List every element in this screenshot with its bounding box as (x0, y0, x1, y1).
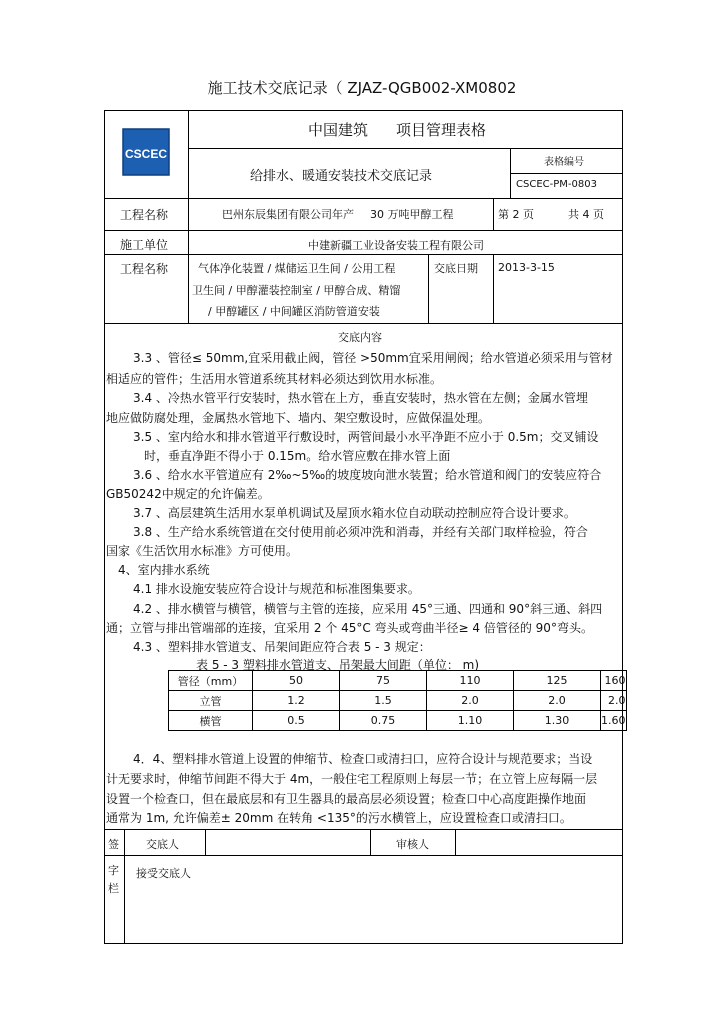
content-line: 通；立管与排出管端部的连接，宜采用 2 个 45°C 弯头或弯曲半径≥ 4 倍管径的 90°弯头。 (106, 621, 593, 635)
divider (188, 198, 189, 323)
form-no: CSCEC-PM-0803 (516, 179, 597, 190)
form-type: 项目管理表格 (396, 121, 487, 139)
page-total: 共 4 页 (568, 208, 604, 221)
content-line: 通常为 1m, 允许偏差± 20mm 在转角 <135°的污水横管上，应设置检查口或清扫口。 (106, 811, 572, 825)
content-line: 相适应的管件；生活用水管道系统其材料必须达到饮用水标准。 (106, 372, 443, 386)
content-line: 国家《生活饮用水标准》方可使用。 (106, 544, 299, 558)
project-value-2: 30 万吨甲醇工程 (370, 208, 454, 221)
table-cell: 1.30 (514, 711, 601, 731)
table-cell: 125 (514, 671, 601, 691)
receiver-label: 接受交底人 (136, 867, 191, 880)
divider (188, 110, 189, 198)
content-line: 计无要求时，伸缩节间距不得大于 4m，一般住宅工程原则上每层一节；在立管上应每隔一层 (106, 772, 598, 786)
cscec-logo (122, 128, 170, 176)
content-line: 4、室内排水系统 (118, 563, 210, 577)
content-line: 4.2 、排水横管与横管，横管与主管的连接，应采用 45°三通、四通和 90°斜三通、斜四 (133, 602, 603, 616)
divider (428, 254, 429, 323)
unit-label: 施工单位 (120, 238, 169, 252)
table-cell: 110 (427, 671, 514, 691)
table-cell: 1.5 (340, 691, 427, 711)
logo-text: CSCEC (124, 147, 168, 161)
reviewer-label: 审核人 (396, 838, 429, 851)
handover-label: 交底人 (146, 838, 179, 851)
content-line: 3.8 、生产给水系统管道在交付使用前必须冲洗和消毒，并经有关部门取样检验，符合 (133, 525, 588, 539)
date-label: 交底日期 (434, 262, 478, 275)
divider (188, 148, 623, 149)
scope-line: 卫生间 / 甲醇灌装控制室 / 甲醇合成、精馏 (192, 284, 401, 297)
content-line: 3.3 、管径≤ 50mm,宜采用截止阀，管径 >50mm宜采用闸阀；给水管道必须采用与管材 (133, 351, 613, 365)
table-row (169, 691, 627, 711)
content-line: 4．4、塑料排水管道上设置的伸缩节、检查口或清扫口，应符合设计与规范要求；当设 (133, 752, 593, 766)
divider (493, 198, 494, 230)
table-cell: 0.5 (253, 711, 340, 731)
divider (493, 254, 494, 323)
table-cell: 50 (253, 671, 340, 691)
table-cell: 75 (340, 671, 427, 691)
content-line: 4.1 排水设施安装应符合设计与规范和标准图集要求。 (133, 582, 420, 596)
sign-side-label: 签 (108, 838, 119, 851)
table-cell: 160 (601, 671, 627, 691)
divider (205, 829, 206, 855)
table-row (169, 671, 627, 691)
table-cell: 2.0 (427, 691, 514, 711)
divider (370, 829, 371, 855)
divider (510, 148, 511, 198)
table-cell: 2.0 (601, 691, 627, 711)
content-line: 4.3 、塑料排水管道支、吊架间距应符合表 5 - 3 规定： (133, 640, 431, 654)
project-label: 工程名称 (120, 208, 169, 222)
table-cell: 立管 (169, 691, 253, 711)
sign-side-label: 字 (108, 864, 119, 877)
divider (104, 230, 623, 231)
pipe-support-spacing-table (168, 670, 627, 731)
divider (104, 323, 623, 324)
table-cell: 管径（mm） (169, 671, 253, 691)
table-cell: 1.10 (427, 711, 514, 731)
sign-side-label: 栏 (108, 882, 119, 895)
unit-value: 中建新疆工业设备安装工程有限公司 (308, 239, 484, 252)
divider (104, 198, 623, 199)
date-value: 2013-3-15 (498, 261, 555, 274)
divider (455, 829, 456, 855)
form-name: 给排水、暖通安装技术交底记录 (250, 169, 433, 184)
divider (510, 173, 623, 174)
divider (124, 829, 125, 944)
scope-line: / 甲醇罐区 / 中间罐区消防管道安装 (208, 305, 380, 318)
content-line: 设置一个检查口，但在最底层和有卫生器具的最高层必须设置；检查口中心高度距操作地面 (106, 792, 587, 806)
table-cell: 1.60 (601, 711, 627, 731)
divider (104, 855, 623, 856)
company-name: 中国建筑 (308, 121, 369, 139)
content-line: GB50242中规定的允许偏差。 (106, 487, 270, 501)
content-line: 时，垂直净距不得小于 0.15m。给水管应敷在排水管上面 (144, 449, 451, 463)
content-heading: 交底内容 (338, 331, 382, 344)
content-line: 3.4 、冷热水管平行安装时，热水管在上方，垂直安装时，热水管在左侧；金属水管埋 (133, 391, 588, 405)
table-caption: 表 5 - 3 塑料排水管道支、吊架最大间距（单位： m) (196, 658, 480, 672)
project-value: 巴州东辰集团有限公司年产 (222, 208, 354, 221)
table-cell: 1.2 (253, 691, 340, 711)
content-line: 3.7 、高层建筑生活用水泵单机调试及屋顶水箱水位自动联动控制应符合设计要求。 (133, 506, 576, 520)
scope-line: 气体净化装置 / 煤储运卫生间 / 公用工程 (198, 262, 396, 275)
content-line: 3.6 、给水水平管道应有 2‰~5‰的坡度坡向泄水装置；给水管道和阀门的安装应符合 (133, 468, 602, 482)
table-row (169, 711, 627, 731)
content-line: 地应做防腐处理，金属热水管地下、墙内、架空敷设时，应做保温处理。 (106, 411, 491, 425)
page-number: 第 2 页 (498, 208, 534, 221)
content-line: 3.5 、室内给水和排水管道平行敷设时，两管间最小水平净距不应小于 0.5m；交叉铺设 (133, 430, 599, 444)
divider (104, 254, 623, 255)
form-no-label: 表格编号 (544, 157, 584, 168)
scope-label: 工程名称 (120, 262, 169, 276)
document-title: 施工技术交底记录（ ZJAZ-QGB002-XM0802 (207, 79, 517, 97)
table-cell: 横管 (169, 711, 253, 731)
table-cell: 0.75 (340, 711, 427, 731)
divider (104, 829, 623, 830)
table-cell: 2.0 (514, 691, 601, 711)
